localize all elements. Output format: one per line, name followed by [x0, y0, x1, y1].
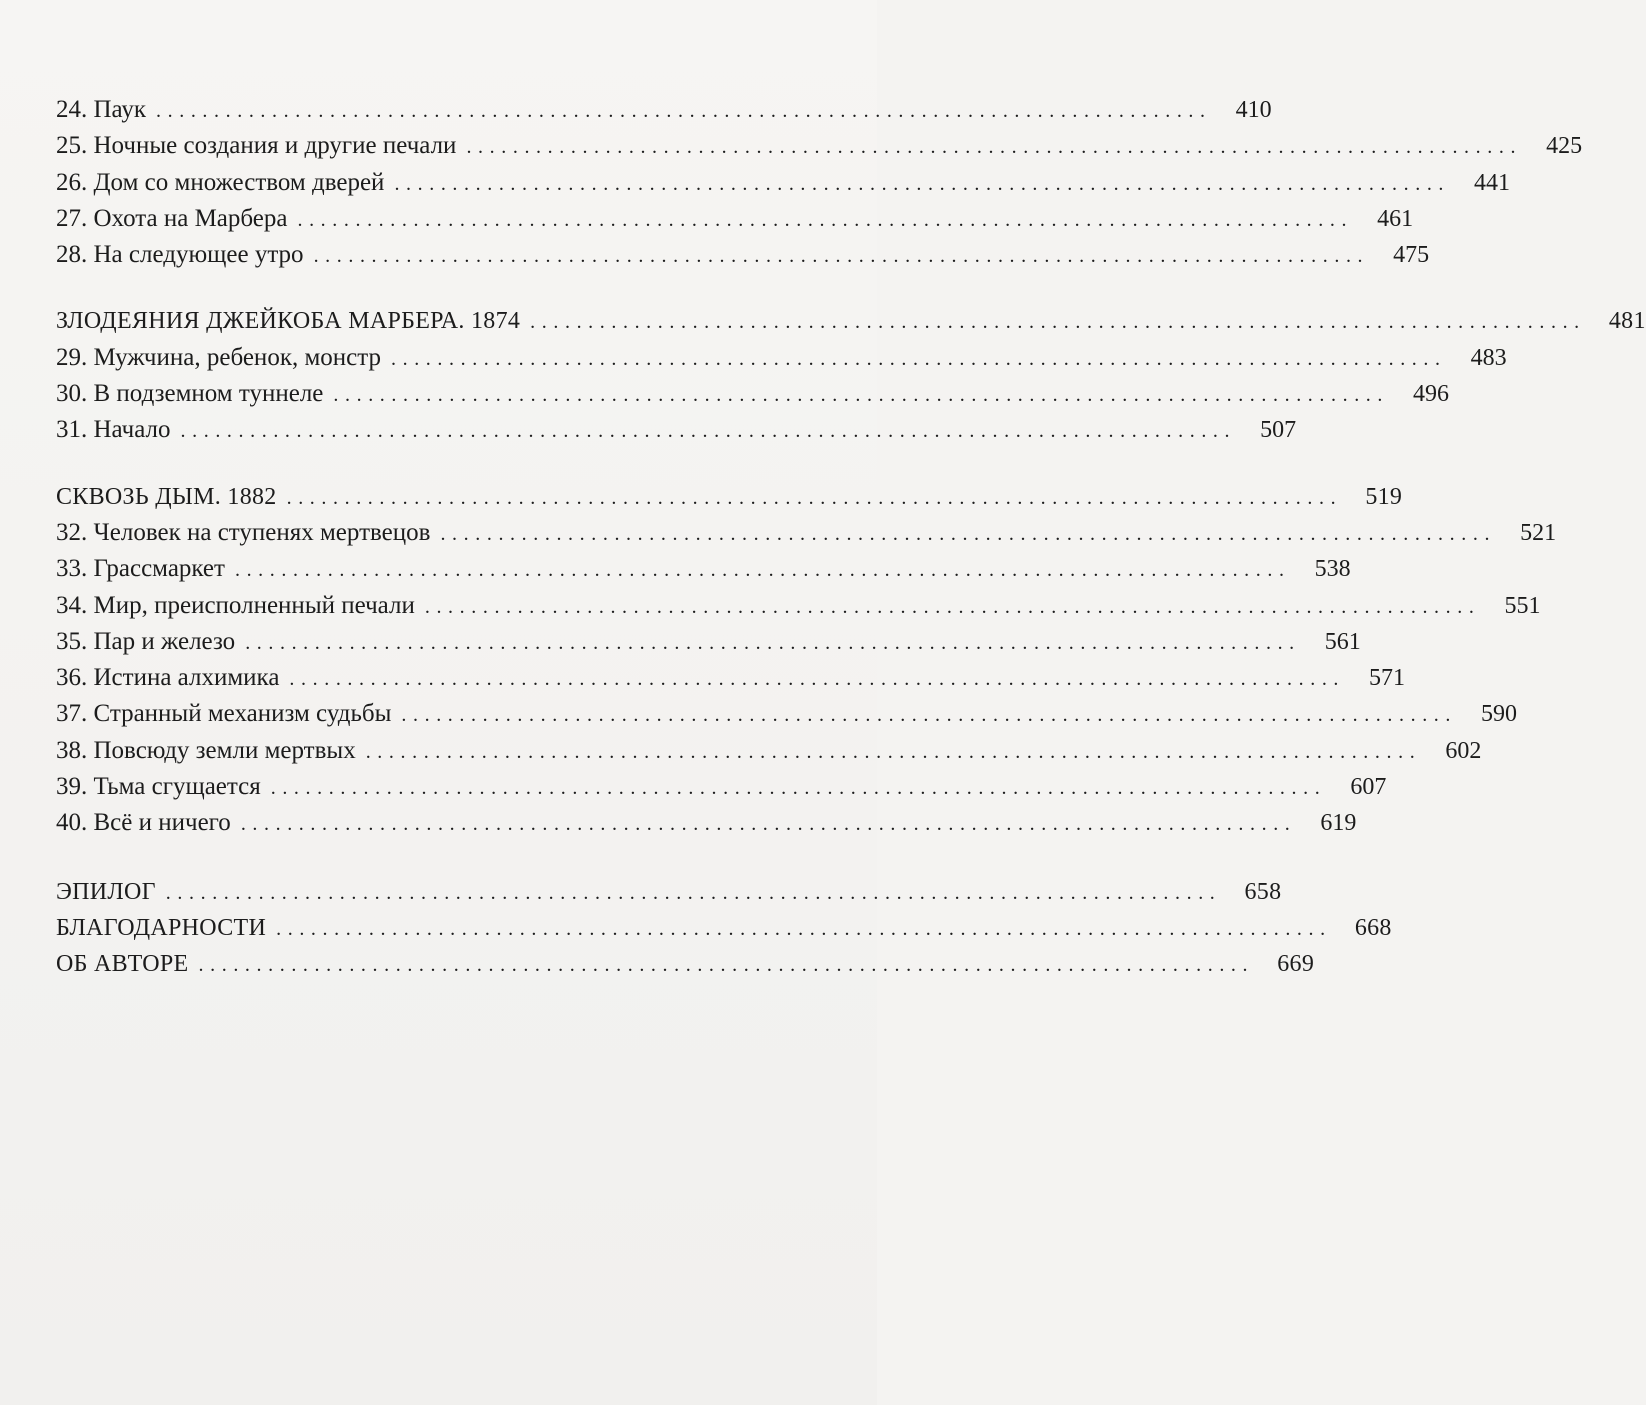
toc-entry-title: 30. В подземном туннеле [56, 380, 324, 408]
toc-entry-page: 461 [1377, 205, 1414, 232]
toc-entry [56, 660, 1406, 696]
dot-leader: ........................................................................................... [286, 486, 1343, 509]
dot-leader: ........................................................................................... [394, 172, 1451, 195]
toc-entry [56, 588, 1541, 624]
toc-entry-page: 521 [1520, 519, 1557, 546]
toc-entry [56, 412, 1297, 448]
toc-entry-title: 33. Грассмаркет [56, 555, 225, 583]
toc-section-heading [56, 479, 1403, 515]
toc-entry-page: 483 [1470, 344, 1507, 371]
dot-leader: ........................................................................................... [391, 347, 1447, 370]
toc-entry-page: 602 [1445, 737, 1482, 764]
toc-entry-title: 39. Тьма сгущается [56, 773, 261, 801]
toc-entry [56, 165, 1511, 201]
dot-leader: ........................................................................................... [289, 668, 1346, 691]
dot-leader: ........................................................................................... [333, 384, 1390, 407]
toc-entry-page: 538 [1314, 556, 1351, 583]
toc-entry-title: 32. Человек на ступенях мертвецов [56, 518, 431, 546]
toc-entry [56, 201, 1414, 237]
toc-end-title: ЭПИЛОГ [56, 878, 156, 905]
toc-entry [56, 237, 1430, 273]
toc-entry-title: 36. Истина алхимика [56, 664, 280, 692]
toc-entry-title: 28. На следующее утро [56, 241, 304, 269]
toc-entry-title: 35. Пар и железо [56, 627, 236, 655]
dot-leader: ........................................................................................... [530, 311, 1586, 334]
toc-entry-page: 571 [1369, 665, 1406, 692]
toc-entry-page: 475 [1393, 242, 1430, 269]
dot-leader: ........................................................................................... [234, 559, 1291, 582]
toc-section-title: СКВОЗЬ ДЫМ. 1882 [56, 483, 277, 510]
toc-entry-title: 29. Мужчина, ребенок, монстр [56, 343, 381, 371]
toc-entry-page: 507 [1260, 417, 1297, 444]
toc-entry-title: 40. Всё и ничего [56, 809, 231, 837]
dot-leader: ........................................................................................... [270, 777, 1327, 800]
toc-entry-title: 34. Мир, преисполненный печали [56, 591, 415, 619]
dot-leader: ........................................................................................... [165, 881, 1222, 904]
toc-entry-title: 27. Охота на Марбера [56, 204, 288, 232]
toc-entry-page: 561 [1324, 628, 1361, 655]
dot-leader: ........................................................................................... [240, 813, 1297, 836]
dot-leader: ........................................................................................... [365, 740, 1422, 763]
toc-entry-page: 619 [1320, 810, 1357, 837]
dot-leader: ........................................................................................... [424, 595, 1481, 618]
toc-entry-page: 551 [1504, 592, 1541, 619]
toc-entry [56, 624, 1361, 660]
dot-leader: ........................................................................................... [198, 954, 1255, 977]
toc-section-title: ЗЛОДЕЯНИЯ ДЖЕЙКОБА МАРБЕРА. 1874 [56, 308, 521, 335]
section-spacer [56, 273, 802, 303]
dot-leader: ........................................................................................... [276, 917, 1332, 940]
toc-end-page: 669 [1277, 951, 1315, 978]
toc-entry-title: 26. Дом со множеством дверей [56, 168, 385, 196]
toc-section-page: 519 [1365, 483, 1403, 510]
toc-entry-title: 31. Начало [56, 416, 171, 444]
toc-entry [56, 696, 1517, 732]
dot-leader: ........................................................................................... [440, 522, 1497, 545]
toc-entry [56, 515, 1557, 551]
toc-end-matter [56, 874, 1282, 910]
section-spacer [56, 842, 802, 874]
dot-leader: ........................................................................................... [180, 420, 1237, 443]
toc-entry-page: 425 [1546, 133, 1583, 160]
toc-end-page: 658 [1244, 878, 1282, 905]
toc-entry [56, 340, 1507, 376]
toc-entry [56, 805, 1357, 841]
toc-entry-title: 37. Странный механизм судьбы [56, 700, 392, 728]
toc-entry-title: 24. Паук [56, 96, 147, 123]
toc-entry [56, 733, 1482, 769]
toc-entry-page: 410 [1235, 97, 1272, 123]
toc-entry [56, 769, 1387, 805]
toc-entry [56, 376, 1450, 412]
toc-entry-page: 441 [1474, 169, 1511, 196]
toc-entry-page: 590 [1481, 701, 1517, 728]
toc-entry [56, 128, 1583, 164]
toc-entry-title: 25. Ночные создания и другие печали [56, 132, 457, 160]
toc-section-page: 481 [1608, 308, 1646, 335]
dot-leader: ........................................................................................... [466, 136, 1523, 159]
dot-leader: ........................................................................................... [156, 100, 1212, 122]
toc-end-page: 668 [1354, 914, 1392, 941]
table-of-contents [56, 92, 1646, 983]
toc-entry-page: 496 [1413, 381, 1450, 408]
toc-entry [56, 92, 1272, 128]
toc-end-title: ОБ АВТОРЕ [56, 951, 189, 978]
toc-entry [56, 551, 1351, 587]
dot-leader: ........................................................................................... [245, 631, 1301, 654]
toc-end-title: БЛАГОДАРНОСТИ [56, 914, 267, 941]
dot-leader: ........................................................................................... [401, 704, 1457, 727]
toc-end-matter [56, 910, 1392, 946]
toc-entry-page: 607 [1350, 774, 1387, 801]
toc-end-matter [56, 946, 1315, 982]
dot-leader: ........................................................................................... [297, 208, 1354, 231]
section-spacer [56, 449, 802, 479]
toc-section-heading [56, 303, 1646, 339]
toc-entry-title: 38. Повсюду земли мертвых [56, 736, 356, 764]
dot-leader: ........................................................................................... [313, 245, 1370, 268]
